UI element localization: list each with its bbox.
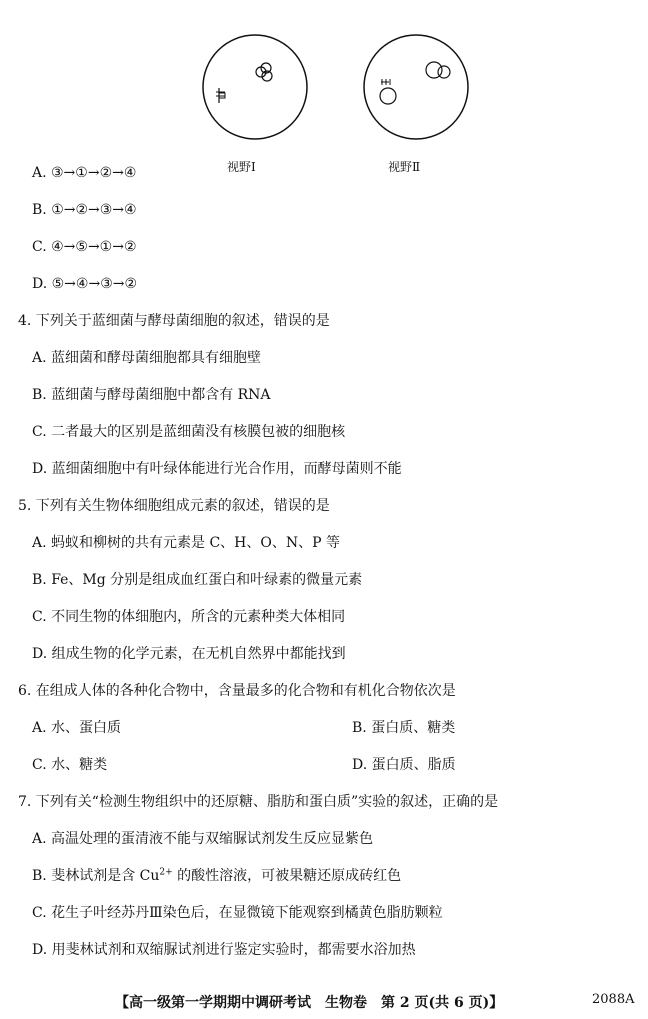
q6-option-d: D. 蛋白质、脂质 [352,757,456,773]
q7-option-b-sup: 2+ [159,867,173,878]
q5-stem: 5. 下列有关生物体细胞组成元素的叙述，错误的是 [18,498,330,514]
q7-stem: 7. 下列有关“检测生物组织中的还原糖、脂肪和蛋白质”实验的叙述，正确的是 [18,794,499,810]
view-1-label: 视野Ⅰ [227,160,256,174]
q5-option-d: D. 组成生物的化学元素，在无机自然界中都能找到 [32,646,346,662]
q7-option-b [32,867,401,885]
q6-option-c: C. 水、糖类 [32,757,108,773]
q7-option-b-head: B. 斐林试剂是含 Cu [32,868,160,884]
q5-option-c: C. 不同生物的体细胞内，所含的元素种类大体相同 [32,609,346,625]
q3-option-a: A. ③→①→②→④ [32,165,137,181]
q3-option-d: D. ⑤→④→③→② [32,276,138,292]
q5-option-a: A. 蚂蚁和柳树的共有元素是 C、H、O、N、P 等 [32,535,340,551]
q4-option-a: A. 蓝细菌和酵母菌细胞都具有细胞壁 [32,350,262,366]
view-2-label: 视野Ⅱ [388,160,421,174]
microscope-view-1 [195,32,315,152]
exam-code: 2088A [592,992,635,1007]
q4-stem: 4. 下列关于蓝细菌与酵母菌细胞的叙述，错误的是 [18,313,330,329]
q3-option-b: B. ①→②→③→④ [32,202,137,218]
q5-option-b: B. Fe、Mg 分别是组成血红蛋白和叶绿素的微量元素 [32,572,363,588]
microscope-view-2 [356,32,476,152]
q4-option-d: D. 蓝细菌细胞中有叶绿体能进行光合作用，而酵母菌则不能 [32,461,402,477]
q7-option-a: A. 高温处理的蛋清液不能与双缩脲试剂发生反应显紫色 [32,831,374,847]
q6-option-b: B. 蛋白质、糖类 [352,720,456,736]
q4-option-b: B. 蓝细菌与酵母菌细胞中都含有 RNA [32,387,271,403]
q3-option-c: C. ④→⑤→①→② [32,239,137,255]
q6-option-a: A. 水、蛋白质 [32,720,122,736]
q7-option-c: C. 花生子叶经苏丹Ⅲ染色后，在显微镜下能观察到橘黄色脂肪颗粒 [32,905,443,921]
q7-option-d: D. 用斐林试剂和双缩脲试剂进行鉴定实验时，都需要水浴加热 [32,942,416,958]
q7-option-b-tail: 的酸性溶液，可被果糖还原成砖红色 [172,868,402,884]
q4-option-c: C. 二者最大的区别是蓝细菌没有核膜包被的细胞核 [32,424,346,440]
q6-stem: 6. 在组成人体的各种化合物中，含量最多的化合物和有机化合物依次是 [18,683,456,699]
page-footer: 【高一级第一学期期中调研考试 生物卷 第 2 页(共 6 页)】 [115,995,504,1011]
